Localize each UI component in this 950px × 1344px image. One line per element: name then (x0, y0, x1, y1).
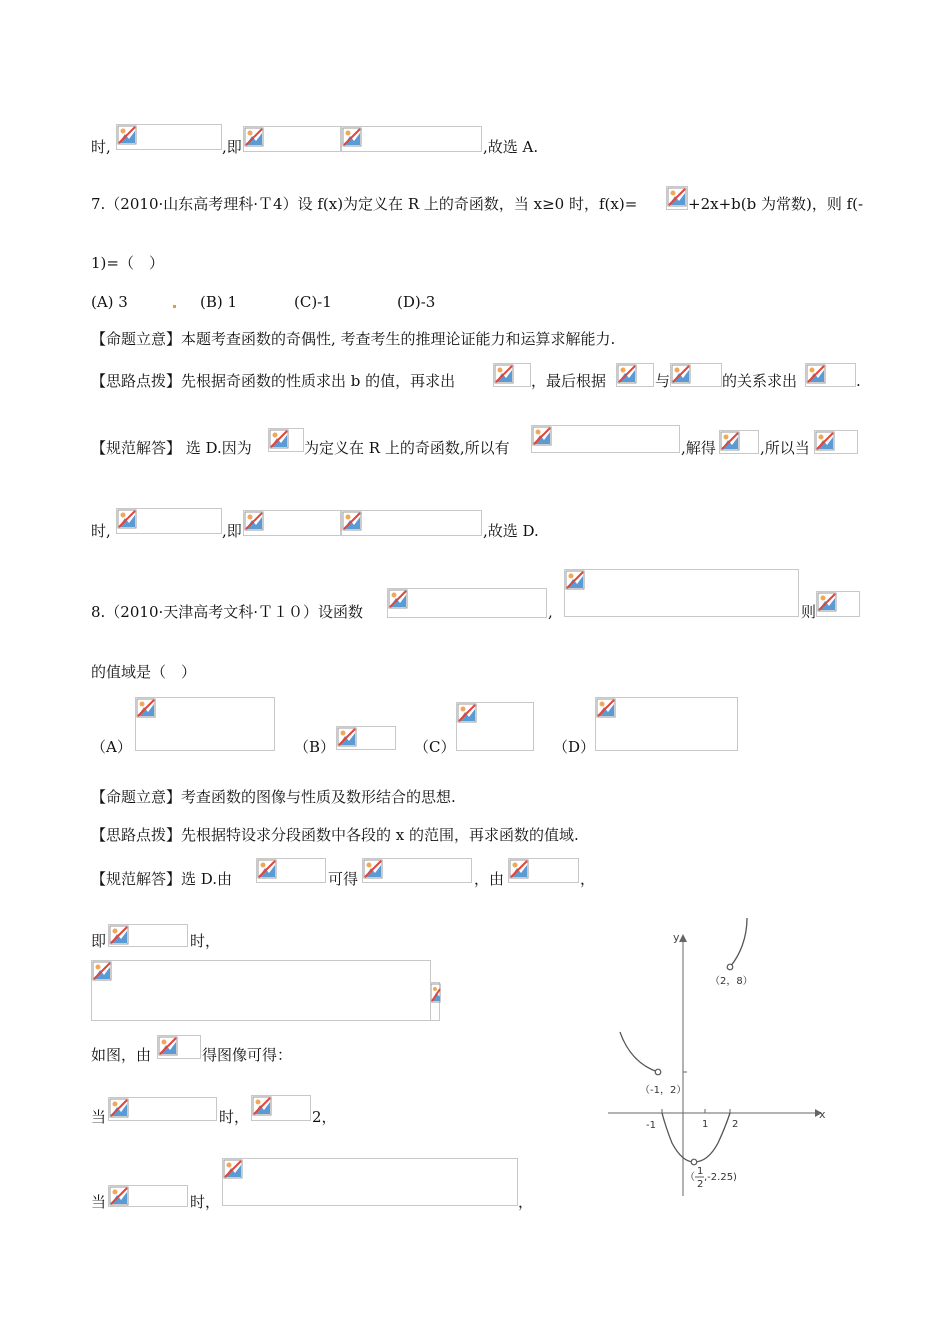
q8-option-d: （D） (553, 738, 596, 756)
q7-silu-head: 【思路点拨】先根据奇函数的性质求出 b 的值，再求出 (91, 372, 456, 390)
broken-image-icon (817, 592, 837, 612)
tick-label-neg1: -1 (646, 1120, 656, 1131)
broken-image-icon (136, 698, 156, 718)
q8-comma: , (548, 603, 553, 621)
broken-image-icon (617, 364, 637, 384)
broken-image-icon (269, 429, 289, 449)
formula-image (814, 430, 858, 454)
q8-kede: 可得 (328, 870, 359, 888)
formula-image (243, 126, 341, 152)
q7-guifan-mid1: 为定义在 R 上的奇函数,所以有 (304, 439, 510, 457)
q8-end-comma: ， (518, 1193, 534, 1211)
formula-image (116, 508, 222, 534)
broken-image-icon (565, 570, 585, 590)
broken-image-icon (342, 127, 362, 147)
formula-image (108, 1097, 217, 1121)
q8-rutu: 如图，由 (91, 1046, 152, 1064)
formula-image (243, 510, 341, 536)
formula-image (595, 697, 738, 751)
formula-image (670, 363, 722, 387)
broken-image-icon (337, 727, 357, 747)
q8-guifan-head: 【规范解答】选 D.由 (91, 870, 233, 888)
q8-ji: 即 (91, 932, 107, 950)
text-shi: 时, (91, 138, 111, 156)
formula-image (456, 702, 534, 751)
point-label-2-8: （2，8） (710, 976, 753, 987)
q8-ze: 则 (801, 603, 817, 621)
q7-stem: 7.（2010·山东高考理科·Ｔ4）设 f(x)为定义在 R 上的奇函数，当 x≥0 时，f(x)= (91, 195, 638, 213)
formula-image (666, 186, 688, 210)
q7-guifan-mid3: ,所以当 (760, 439, 810, 457)
broken-image-icon (388, 589, 408, 609)
q8-dang2: 当 (91, 1193, 107, 1211)
tick-label-2: 2 (732, 1119, 739, 1130)
broken-image-icon (667, 187, 687, 207)
tick-label-1: 1 (702, 1119, 709, 1130)
broken-image-icon (532, 426, 552, 446)
formula-image (108, 924, 188, 947)
q7-answer-d: ,故选 D. (483, 522, 539, 540)
q8-silu: 【思路点拨】先根据特设求分段函数中各段的 x 的范围，再求函数的值域. (91, 826, 579, 844)
broken-image-icon (252, 1096, 272, 1116)
formula-image (719, 430, 759, 454)
broken-image-icon (117, 125, 137, 145)
q8-two: 2， (312, 1108, 337, 1126)
x-axis-label: x (819, 1108, 826, 1121)
q8-rutu-tail: 得图像可得： (202, 1046, 293, 1064)
formula-image (256, 858, 326, 883)
q7-option-d: (D)-3 (397, 293, 436, 311)
q8-comma2: ， (580, 870, 596, 888)
broken-image-icon (342, 511, 362, 531)
broken-image-icon (363, 859, 383, 879)
q7-cont-shi: 时, (91, 522, 111, 540)
q7-cont-ji: ,即 (222, 522, 242, 540)
broken-image-icon (815, 431, 835, 451)
q8-mingti: 【命题立意】考查函数的图像与性质及数形结合的思想. (91, 788, 456, 806)
formula-image (108, 1185, 188, 1207)
broken-image-icon (720, 431, 740, 451)
function-graph (600, 910, 840, 1200)
q7-mingti: 【命题立意】本题考查函数的奇偶性, 考查考生的推理论证能力和运算求解能力. (91, 330, 616, 348)
q7-silu-mid1: ，最后根据 (531, 372, 607, 390)
broken-image-icon (457, 703, 477, 723)
q8-shi: 时， (190, 932, 221, 950)
formula-image (816, 591, 860, 617)
formula-image (531, 425, 680, 453)
text-ji: ,即 (222, 138, 242, 156)
q8-shi2: 时， (219, 1108, 250, 1126)
broken-image-icon (244, 127, 264, 147)
broken-image-icon (109, 1186, 129, 1206)
q7-option-a: (A) 3 (91, 293, 128, 311)
y-axis-arrow (679, 934, 687, 942)
formula-image (341, 126, 482, 152)
curve-left (620, 1032, 658, 1072)
q8-option-a: （A） (91, 738, 132, 756)
formula-image (336, 726, 396, 750)
vertex-label-numerator: 1 (697, 1166, 704, 1177)
broken-image-icon (109, 1098, 129, 1118)
formula-image (251, 1095, 311, 1121)
q7-option-c: (C)-1 (294, 293, 332, 311)
broken-image-icon (806, 364, 826, 384)
q8-stem: 8.（2010·天津高考文科·Ｔ１０）设函数 (91, 603, 364, 621)
q7-stem-tail: +2x+b(b 为常数)，则 f(- (688, 195, 864, 213)
q7-silu-mid3: 的关系求出 (722, 372, 798, 390)
q7-guifan-mid2: ,解得 (681, 439, 716, 457)
point-label-neg1-2: （-1，2） (640, 1085, 687, 1096)
broken-image-icon (117, 509, 137, 529)
broken-image-icon (494, 364, 514, 384)
q7-silu-end: . (856, 372, 861, 390)
q8-stem2: 的值域是（ ） (91, 663, 197, 681)
formula-image (805, 363, 856, 387)
q7-stem2: 1)=（ ） (91, 254, 164, 272)
formula-image (91, 960, 431, 1021)
broken-image-icon (244, 511, 264, 531)
formula-image (116, 124, 222, 150)
formula-image (616, 363, 654, 387)
q8-shi3: 时， (190, 1193, 221, 1211)
point-2-8 (727, 964, 733, 970)
formula-image (157, 1035, 201, 1059)
formula-image (430, 982, 440, 1021)
q8-dang: 当 (91, 1108, 107, 1126)
formula-image (564, 569, 799, 617)
vertex-label-denominator: 2 (697, 1179, 704, 1190)
broken-image-icon (109, 925, 129, 945)
formula-image (135, 697, 275, 751)
formula-image (387, 588, 547, 618)
point-vertex (691, 1159, 697, 1165)
formula-image (341, 510, 482, 536)
q8-you: ，由 (474, 870, 505, 888)
decoration-dot (173, 305, 176, 308)
broken-image-icon (223, 1159, 243, 1179)
formula-image (268, 428, 304, 452)
q8-option-b: （B） (294, 738, 336, 756)
q8-option-c: （C） (414, 738, 456, 756)
vertex-label-open: （ (685, 1172, 695, 1183)
point-neg1-2 (655, 1069, 661, 1075)
broken-image-icon (158, 1036, 178, 1056)
vertex-label-close: ,-2.25) (704, 1172, 737, 1183)
broken-image-icon (257, 859, 277, 879)
text-answer-a: ,故选 A. (483, 138, 539, 156)
broken-image-icon (596, 698, 616, 718)
curve-upper-right (730, 918, 747, 967)
formula-image (493, 363, 531, 387)
formula-image (362, 858, 472, 883)
formula-image (508, 858, 579, 883)
broken-image-icon (431, 983, 441, 1003)
y-axis-label: y (673, 931, 680, 944)
q7-silu-mid2: 与 (655, 372, 671, 390)
curve-parabola (662, 1113, 730, 1162)
broken-image-icon (92, 961, 112, 981)
q7-option-b: (B) 1 (200, 293, 238, 311)
q7-guifan-head: 【规范解答】 选 D.因为 (91, 439, 252, 457)
broken-image-icon (509, 859, 529, 879)
formula-image (222, 1158, 518, 1206)
broken-image-icon (671, 364, 691, 384)
